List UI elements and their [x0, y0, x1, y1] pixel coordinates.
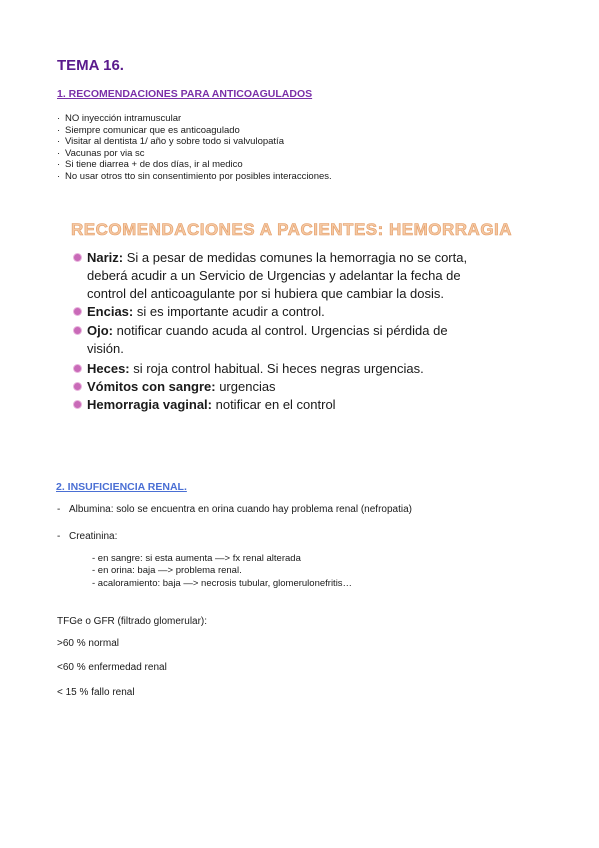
- circle-bullet-icon: [74, 365, 81, 372]
- list-item: [57, 125, 332, 137]
- tfg-level-fallo: < 15 % fallo renal: [57, 687, 135, 698]
- circle-bullet-icon: [74, 383, 81, 390]
- hemorrhage-item-ojo: [74, 322, 474, 358]
- tfg-heading: TFGe o GFR (filtrado glomerular):: [57, 616, 208, 627]
- dash-marker: -: [57, 504, 61, 515]
- anticoagulados-list: [57, 113, 332, 183]
- hemorrhage-list: [74, 249, 474, 414]
- circle-bullet-icon: [74, 254, 81, 261]
- item-term: Hemorragia vaginal:: [87, 397, 212, 413]
- list-item-text: Visitar al dentista 1/ año y sobre todo si valvulopatía: [65, 136, 284, 148]
- bullet-marker: ·: [57, 113, 61, 124]
- hemorrhage-item-vomitos: [74, 378, 474, 396]
- item-term: Encias:: [87, 304, 134, 320]
- item-term: Nariz:: [87, 250, 124, 265]
- item-term: Ojo:: [87, 323, 113, 339]
- albumina-text: Albumina: solo se encuentra en orina cuando hay problema renal (nefropatia): [69, 504, 412, 515]
- section-heading-insuficiencia-renal: 2. INSUFICIENCIA RENAL.: [56, 481, 187, 493]
- item-text: Si a pesar de medidas comunes la hemorragia no se corta, deberá acudir a un Servicio de Urgencias y adelantar la fecha de control del anticoagulante por si hubiera que cambiar la dosis.: [87, 250, 468, 301]
- creatinina-sublist: [92, 553, 352, 590]
- hemorrhage-item-vaginal: [74, 396, 474, 414]
- tfg-level-enfermedad: <60 % enfermedad renal: [57, 662, 167, 673]
- item-text: urgencias: [215, 379, 276, 395]
- hemorrhage-item-heces: [74, 360, 474, 378]
- circle-bullet-icon: [74, 401, 81, 408]
- bullet-marker: ·: [57, 147, 61, 159]
- list-item-text: No usar otros tto sin consentimiento por posibles interacciones.: [65, 170, 332, 182]
- creatinina-line: [57, 531, 117, 542]
- sublist-item: - acaloramiento: baja —> necrosis tubular, glomerulonefritis…: [92, 577, 353, 589]
- sublist-item: - en sangre: si esta aumenta —> fx renal alterada: [92, 553, 301, 564]
- circle-bullet-icon: [74, 327, 81, 334]
- tfg-level-normal: >60 % normal: [57, 638, 119, 649]
- list-item: [57, 148, 332, 160]
- hemorrhage-banner: RECOMENDACIONES A PACIENTES: HEMORRAGIA: [71, 220, 513, 239]
- list-item-text: NO inyección intramuscular: [65, 113, 182, 124]
- bullet-marker: ·: [57, 170, 61, 182]
- item-text: si es importante acudir a control.: [133, 304, 325, 320]
- bullet-marker: ·: [57, 124, 61, 136]
- dash-marker: -: [57, 531, 61, 542]
- list-item-text: Siempre comunicar que es anticoagulado: [65, 124, 240, 136]
- page-title: TEMA 16.: [57, 57, 124, 74]
- bullet-marker: ·: [57, 159, 61, 171]
- item-text: si roja control habitual. Si heces negras urgencias.: [129, 360, 424, 376]
- section-heading-anticoagulados: 1. RECOMENDACIONES PARA ANTICOAGULADOS: [57, 88, 313, 100]
- circle-bullet-icon: [74, 308, 81, 315]
- hemorrhage-item-nariz: [74, 249, 474, 302]
- list-item: [57, 159, 332, 171]
- hemorrhage-item-encias: [74, 303, 474, 321]
- list-item-text: Vacunas por via sc: [65, 147, 145, 159]
- bullet-marker: ·: [57, 136, 61, 148]
- sublist-item: - en orina: baja —> problema renal.: [92, 565, 242, 577]
- albumina-line: [57, 504, 412, 515]
- list-item: [57, 113, 332, 125]
- list-item-text: Si tiene diarrea + de dos días, ir al medico: [65, 159, 243, 171]
- list-item: [57, 171, 332, 183]
- item-term: Heces:: [87, 360, 130, 376]
- item-term: Vómitos con sangre:: [87, 379, 216, 395]
- item-text: notificar cuando acuda al control. Urgencias si pérdida de visión.: [87, 323, 448, 356]
- creatinina-text: Creatinina:: [69, 531, 118, 542]
- list-item: [57, 136, 332, 148]
- item-text: notificar en el control: [212, 397, 336, 413]
